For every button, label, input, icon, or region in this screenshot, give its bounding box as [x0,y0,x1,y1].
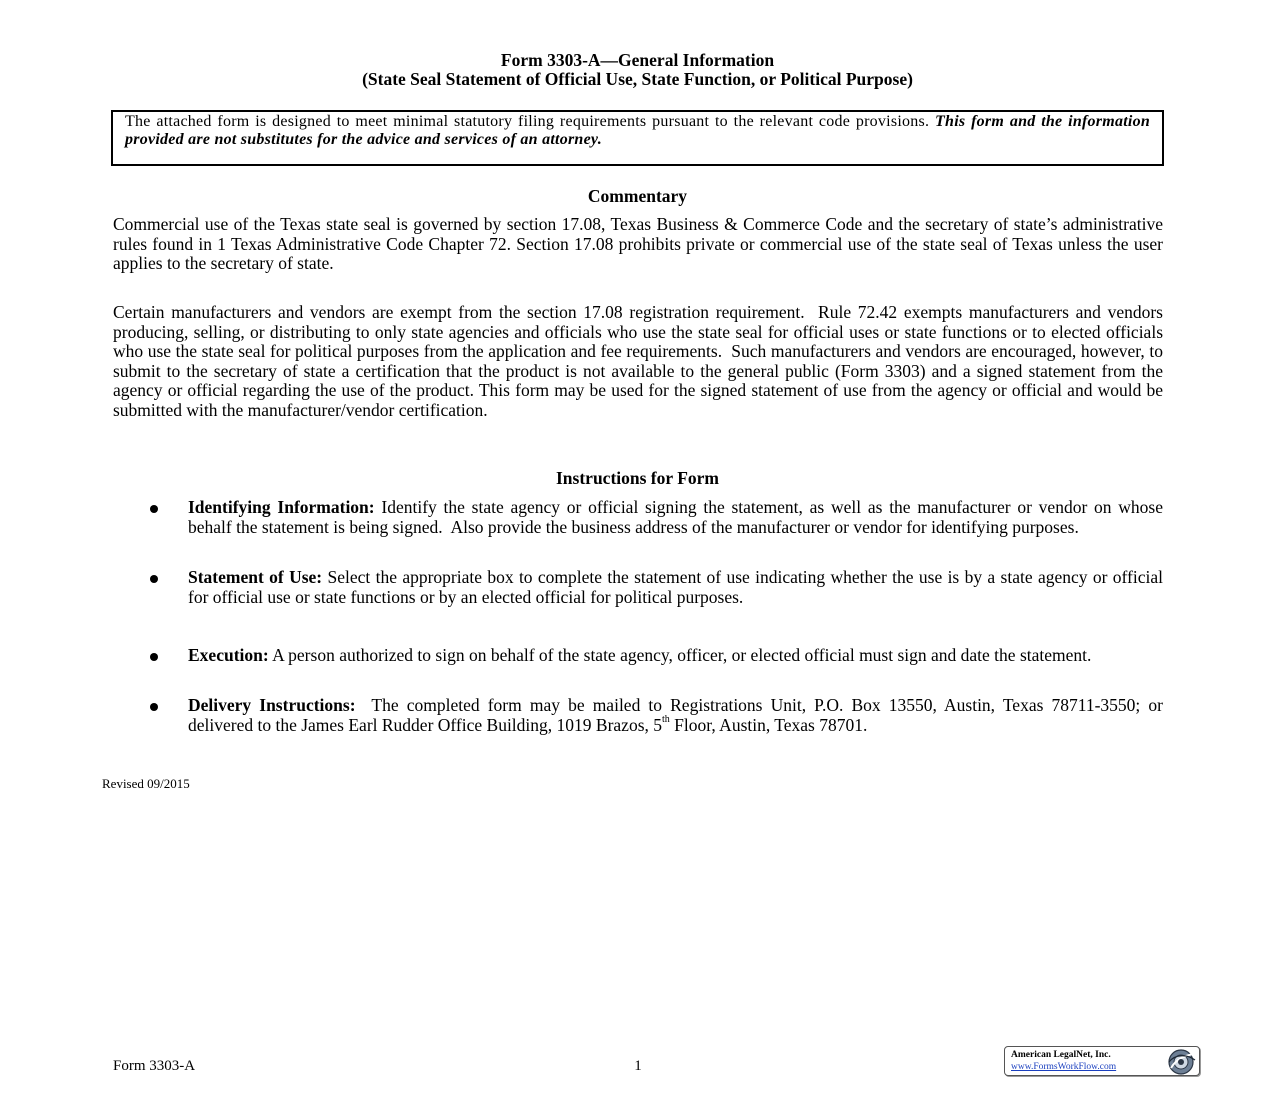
instruction-label: Identifying Information: [188,497,375,517]
disclaimer-box [111,110,1164,166]
globe-icon [1163,1048,1199,1076]
bullet-icon [150,653,158,661]
instruction-text: Delivery Instructions: The completed form may be mailed to Registrations Unit, P.O. Box 13550, Austin, Texas 78711-3550; or delivered to the James Earl Rudder Office Building, 1019 Brazos, 5th Floor, Austin, Texas 78701. [188,695,1163,735]
form-title: Form 3303-A—General Information [500,50,775,70]
disclaimer-emphasis: This form and the information provided are not substitutes for the advice and services of an attorney. [125,113,1151,148]
instruction-text: Execution: A person authorized to sign on behalf of the state agency, officer, or elected official must sign and date the statement. [188,645,1092,665]
instruction-label: Delivery Instructions: [188,695,356,715]
commentary-paragraph-1: Commercial use of the Texas state seal is governed by section 17.08, Texas Business & Commerce Code and the secretary of state’s administrative rules found in 1 Texas Administrative Code Chapter 72. Section 17.08 prohibits private or commercial use of the state seal of Texas unless the user applies to the secretary of state. [113,214,1163,273]
instruction-label: Execution: [188,645,269,665]
logo-url-link[interactable]: www.FormsWorkFlow.com [1011,1062,1117,1072]
bullet-icon [150,505,158,513]
instruction-text: Identifying Information: Identify the state agency or official signing the statement, as well as the manufacturer or vendor on whose behalf the statement is being signed. Also provide the business address of the manufacturer or vendor for identifying purposes. [188,497,1163,537]
commentary-heading: Commentary [587,186,688,206]
instructions-heading: Instructions for Form [556,468,719,488]
instruction-label: Statement of Use: [188,567,323,587]
revision-date: Revised 09/2015 [102,776,190,791]
page-number: 1 [634,1058,642,1074]
form-subtitle: (State Seal Statement of Official Use, State Function, or Political Purpose) [362,69,913,89]
bullet-icon [150,575,158,583]
logo-company-name: American LegalNet, Inc. [1011,1050,1111,1060]
instruction-text: Statement of Use: Select the appropriate box to complete the statement of use indicating whether the use is by a state agency or official for official use or state functions or by an elected official for political purposes. [188,567,1163,607]
publisher-logo[interactable] [1004,1046,1200,1076]
commentary-paragraph-2: Certain manufacturers and vendors are exempt from the section 17.08 registration requirement. Rule 72.42 exempts manufacturers and vendors producing, selling, or distributing to only state agencies and officials who use the state seal for official uses or state functions or to elected officials who use the state seal for political purposes from the application and fee requirements. Such manufacturers and vendors are encouraged, however, to submit to the secretary of state a certification that the product is not available to the general public (Form 3303) and a signed statement from the agency or official regarding the use of the product. This form may be used for the signed statement of use from the agency or official and would be submitted with the manufacturer/vendor certification. [113,302,1163,420]
disclaimer-text: The attached form is designed to meet minimal statutory filing requirements pursuant to the relevant code provisions. [125,113,936,130]
footer-form-number: Form 3303-A [113,1058,196,1074]
bullet-icon [150,703,158,711]
